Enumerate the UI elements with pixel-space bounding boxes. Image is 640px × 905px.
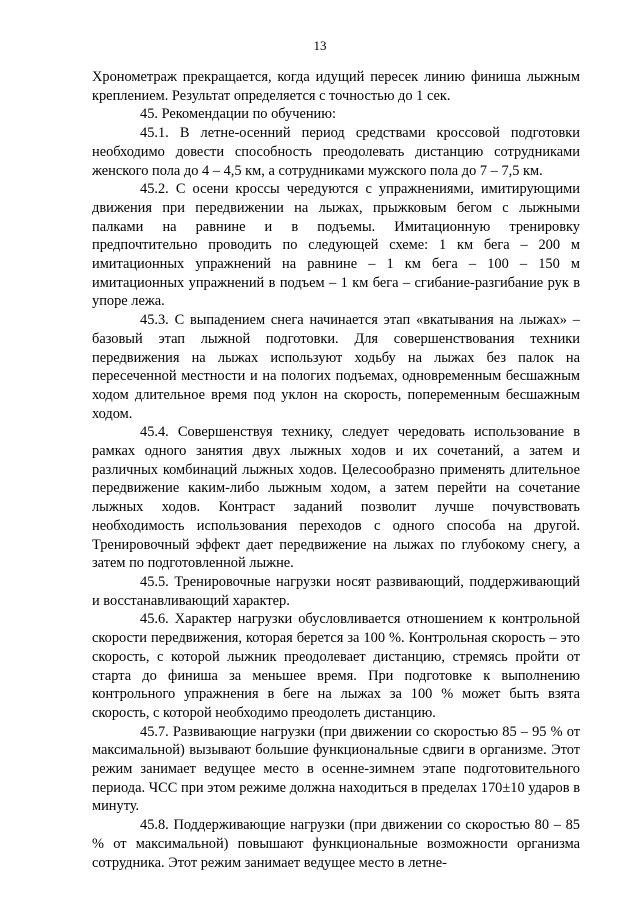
paragraph: 45.7. Развивающие нагрузки (при движении со скоростью 85 – 95 % от максимальной) вызывают большие функциональные сдвиги в организме. Этот режим занимает ведущее место в осенне-зимнем этапе подготовительного периода. ЧСС при этом режиме должна находиться в пределах 170±10 ударов в минуту. <box>92 723 580 815</box>
paragraph: Хронометраж прекращается, когда идущий пересек линию финиша лыжным креплением. Результат определяется с точностью до 1 сек. <box>92 69 580 104</box>
paragraph: 45.1. В летне-осенний период средствами кроссовой подготовки необходимо довести способность преодолевать дистанцию сотрудниками женского пола до 4 – 4,5 км, а сотрудниками мужского пола до 7 – 7,5 км. <box>92 125 580 179</box>
paragraph: 45. Рекомендации по обучению: <box>140 106 337 123</box>
paragraph: 45.3. С выпадением снега начинается этап «вкатывания на лыжах» – базовый этап лыжной подготовки. Для совершенствования техники передвижения на лыжах используют ходьбу на лыжах без палок на пересеченной местности и на пологих подъемах, одновременным бесшажным ходом длительное время под уклон на скорость, попеременным бесшажным ходом. <box>92 312 580 422</box>
paragraph: 45.6. Характер нагрузки обусловливается отношением к контрольной скорости передвижения, которая берется за 100 %. Контрольная скорость – это скорость, с которой лыжник преодолевает дистанцию, стремясь пройти от старта до финиша за меньшее время. При подготовке к выполнению контрольного упражнения в беге на лыжах за 100 % может быть взята скорость, с которой необходимо преодолеть дистанцию. <box>92 611 580 721</box>
document-body <box>92 68 580 872</box>
paragraph: 45.8. Поддерживающие нагрузки (при движении со скоростью 80 – 85 % от максимальной) повышают функциональные возможности организма сотрудника. Этот режим занимает ведущее место в летне- <box>92 817 580 871</box>
paragraph: 45.5. Тренировочные нагрузки носят развивающий, поддерживающий и восстанавливающий характер. <box>92 573 580 609</box>
paragraph: 45.4. Совершенствуя технику, следует чередовать использование в рамках одного занятия двух лыжных ходов и их сочетаний, а затем и различных комбинаций лыжных ходов. Целесообразно применять длительное передвижение каким-либо лыжным ходом, а затем перейти на сочетание лыжных ходов. Контраст заданий позволит лучше почувствовать необходимость использования переходов с одного способа на другой. Тренировочный эффект дает передвижение на лыжах по глубокому снегу, а затем по подготовленной лыжне. <box>92 424 580 572</box>
paragraph: 45.2. С осени кроссы чередуются с упражнениями, имитирующими движения при передвижении на лыжах, прыжковым бегом с лыжными палками на равнине и в подъемы. Имитационную тренировку предпочтительно проводить по следующей схеме: 1 км бега – 200 м имитационных упражнений на равнине – 1 км бега – 100 – 150 м имитационных упражнений в подъем – 1 км бега – сгибание-разгибание рук в упоре лежа. <box>92 181 580 310</box>
page-number: 13 <box>313 38 327 53</box>
